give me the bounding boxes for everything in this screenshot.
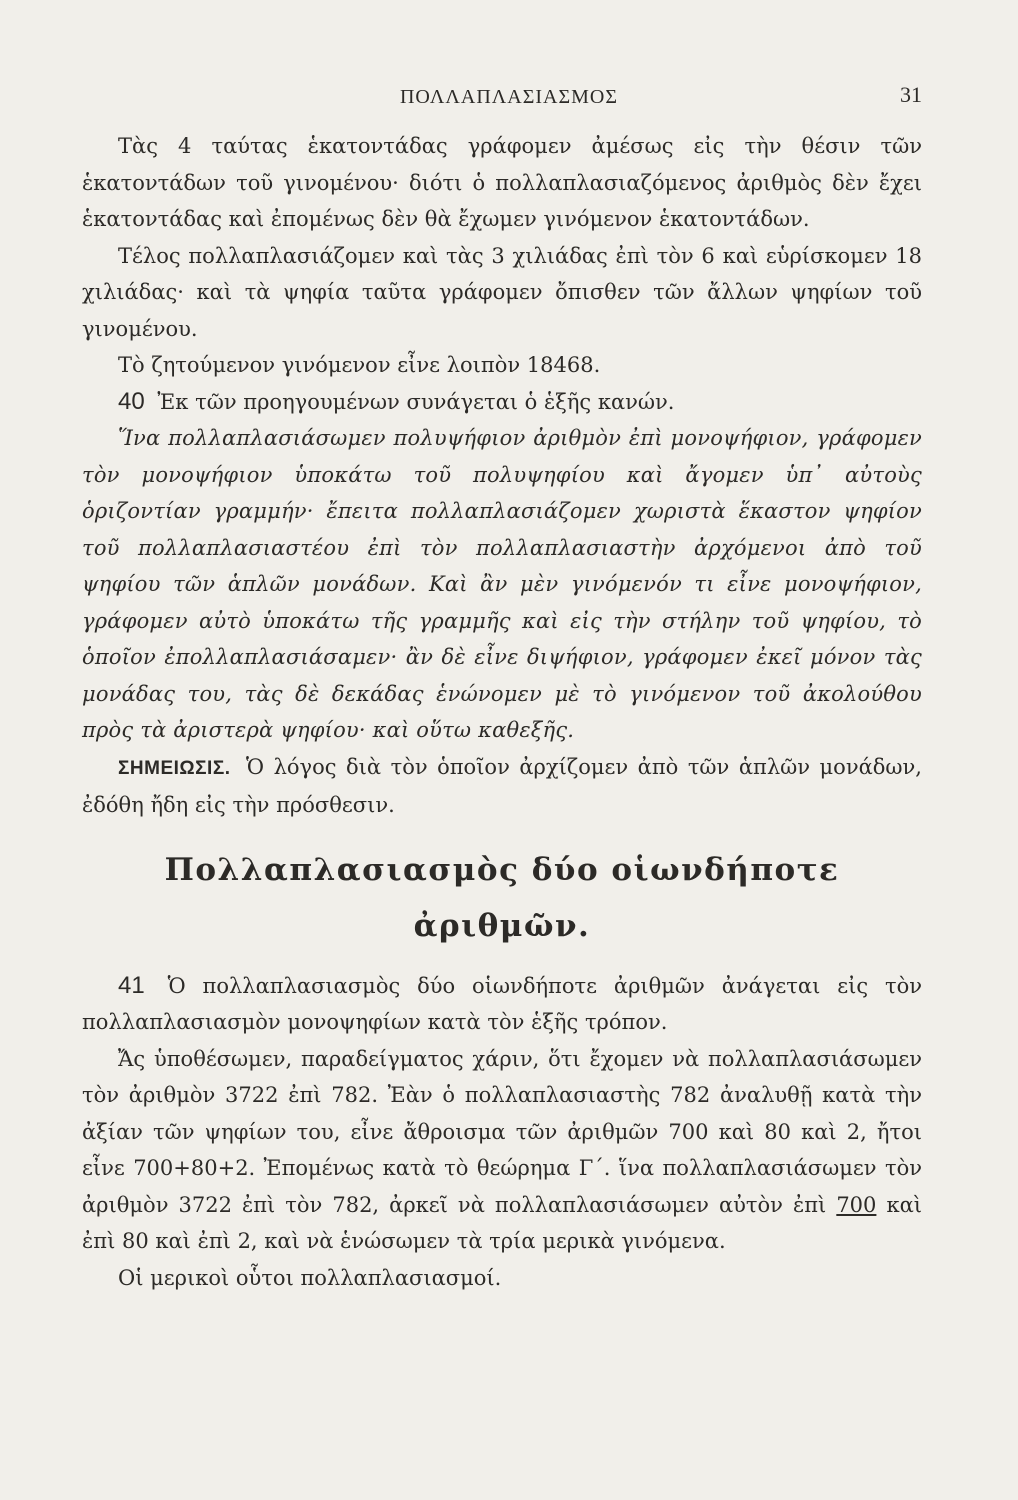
running-head bbox=[0, 82, 1018, 116]
paragraph-hundreds: Τὰς 4 ταύτας ἑκατοντάδας γράφομεν ἀμέσως εἰς τὴν θέσιν τῶν ἑκατοντάδων τοῦ γινομένου· διότι ὁ πολλαπλασιαζόμενος ἀριθμὸς δὲν ἔχει ἑκατοντάδας καὶ ἐπομένως δὲν θὰ ἔχωμεν γινόμενον ἑκατοντάδων. bbox=[82, 134, 922, 231]
paragraph-example bbox=[82, 1041, 922, 1260]
paragraph-partial-products: Οἱ μερικοὶ οὗτοι πολλαπλασιασμοί. bbox=[118, 1265, 502, 1290]
page-number: 31 bbox=[900, 82, 922, 107]
section-41-text: Ὁ πολλαπλασιασμὸς δύο οἱωνδήποτε ἀριθμῶν ἀνάγεται εἰς τὸν πολλαπλασιασμὸν μονοψηφίων κατὰ τὸν ἑξῆς τρόπον. bbox=[82, 973, 922, 1034]
section-40 bbox=[82, 384, 922, 421]
section-number-41: 41 bbox=[118, 971, 145, 999]
section-40-text: Ἐκ τῶν προηγουμένων συνάγεται ὁ ἑξῆς κανών. bbox=[157, 389, 675, 414]
paragraph-result: Τὸ ζητούμενον γινόμενον εἶνε λοιπὸν 18468. bbox=[118, 353, 601, 377]
page-body bbox=[82, 128, 922, 1296]
example-underlined-number: 700 bbox=[836, 1192, 877, 1217]
example-text-b: καὶ ἐπὶ 80 καὶ ἐπὶ 2, καὶ νὰ ἑνώσωμεν τὰ τρία μερικὰ γινόμενα. bbox=[82, 1192, 922, 1253]
note bbox=[82, 749, 922, 824]
note-label: ΣΗΜΕΙΩΣΙΣ. bbox=[118, 757, 231, 779]
section-41 bbox=[82, 968, 922, 1041]
running-title: ΠΟΛΛΑΠΛΑΣΙΑΣΜΟΣ bbox=[399, 86, 619, 108]
paragraph-thousands: Τέλος πολλαπλασιάζομεν καὶ τὰς 3 χιλιάδας ἐπὶ τὸν 6 καὶ εὑρίσκομεν 18 χιλιάδας· καὶ τὰ ψηφία ταῦτα γράφομεν ὄπισθεν τῶν ἄλλων ψηφίων τοῦ γινομένου. bbox=[82, 243, 922, 341]
note-text: Ὁ λόγος διὰ τὸν ὁποῖον ἀρχίζομεν ἀπὸ τῶν ἁπλῶν μονάδων, ἐδόθη ἤδη εἰς τὴν πρόσθεσιν. bbox=[82, 754, 922, 817]
section-heading: Πολλαπλασιασμὸς δύο οἱωνδήποτε ἀριθμῶν. bbox=[164, 851, 840, 944]
multiplication-rule: Ἵνα πολλαπλασιάσωμεν πολυψήφιον ἀριθμὸν ἐπὶ μονοψήφιον, γράφομεν τὸν μονοψήφιον ὑποκάτω τοῦ πολυψηφίου καὶ ἄγομεν ὑπ᾿ αὐτοὺς ὁριζοντίαν γραμμήν· ἔπειτα πολλαπλασιάζομεν χωριστὰ ἕκαστον ψηφίον τοῦ πολλαπλασιαστέου ἐπὶ τὸν πολλαπλασιαστὴν ἀρχόμενοι ἀπὸ τοῦ ψηφίου τῶν ἁπλῶν μονάδων. Καὶ ἂν μὲν γινόμενόν τι εἶνε μονοψήφιον, γράφομεν αὐτὸ ὑποκάτω τῆς γραμμῆς καὶ εἰς τὴν στήλην τοῦ ψηφίου, τὸ ὁποῖον ἐπολλαπλασιάσαμεν· ἂν δὲ εἶνε διψήφιον, γράφομεν ἐκεῖ μόνον τὰς μονάδας του, τὰς δὲ δεκάδας ἑνώνομεν μὲ τὸ γινόμενον τοῦ ἀκολούθου πρὸς τὰ ἀριστερὰ ψηφίου· καὶ οὕτω καθεξῆς. bbox=[82, 426, 922, 742]
section-number-40: 40 bbox=[118, 387, 145, 415]
example-text-a: Ἄς ὑποθέσωμεν, παραδείγματος χάριν, ὅτι ἔχομεν νὰ πολλαπλασιάσωμεν τὸν ἀριθμὸν 3722 ἐπὶ 782. Ἐὰν ὁ πολλαπλασιαστὴς 782 ἀναλυθῇ κατὰ τὴν ἀξίαν τῶν ψηφίων του, εἶνε ἄθροισμα τῶν ἀριθμῶν 700 καὶ 80 καὶ 2, ἤτοι εἶνε 700+80+2. Ἐπομένως κατὰ τὸ θεώρημα Γ΄. ἵνα πολλαπλασιάσωμεν τὸν ἀριθμὸν 3722 ἐπὶ τὸν 782, ἀρκεῖ νὰ πολλαπλασιάσωμεν αὐτὸν ἐπὶ bbox=[82, 1046, 922, 1217]
